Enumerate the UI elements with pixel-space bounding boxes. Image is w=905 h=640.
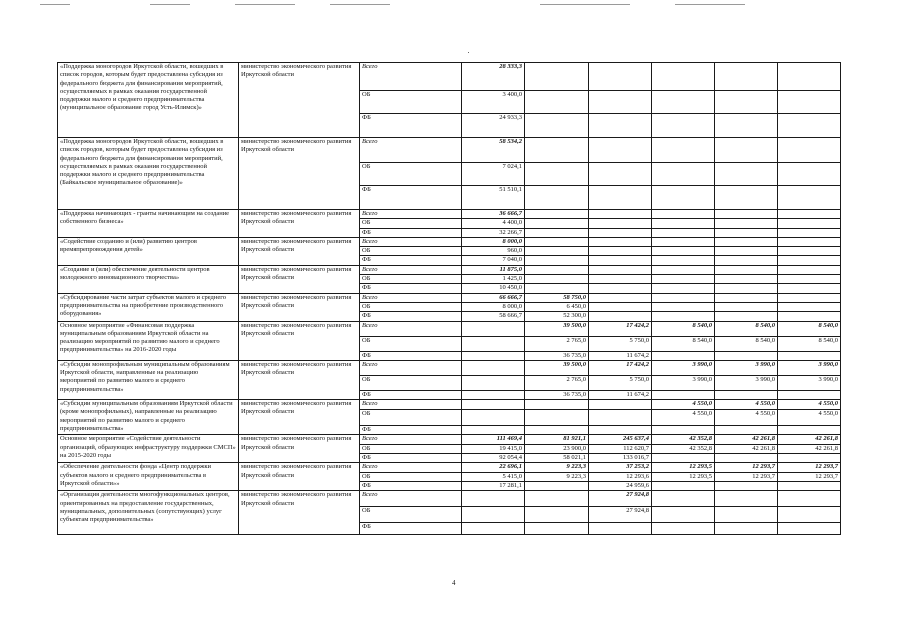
amount-cell bbox=[715, 454, 778, 463]
amount-cell: 9 223,3 bbox=[525, 472, 589, 481]
scan-speck bbox=[468, 52, 469, 53]
amount-cell bbox=[589, 91, 652, 114]
amount-cell: 27 924,8 bbox=[589, 507, 652, 523]
amount-cell: 245 637,4 bbox=[589, 435, 652, 444]
funding-source: Всего bbox=[360, 491, 462, 507]
amount-cell bbox=[652, 390, 715, 399]
amount-cell: 27 924,8 bbox=[589, 491, 652, 507]
amount-cell: 4 550,0 bbox=[652, 410, 715, 426]
amount-cell: 22 696,1 bbox=[462, 463, 525, 472]
amount-cell bbox=[715, 507, 778, 523]
amount-cell bbox=[652, 351, 715, 360]
amount-cell bbox=[462, 523, 525, 535]
amount-cell bbox=[778, 210, 841, 219]
amount-cell bbox=[462, 426, 525, 435]
amount-cell bbox=[715, 426, 778, 435]
amount-cell: 4 400,0 bbox=[462, 219, 525, 228]
table-row bbox=[58, 293, 841, 302]
amount-cell bbox=[778, 63, 841, 91]
amount-cell: 12 293,7 bbox=[715, 472, 778, 481]
funding-source: ФБ bbox=[360, 186, 462, 210]
amount-cell bbox=[525, 138, 589, 163]
amount-cell: 3 400,0 bbox=[462, 91, 525, 114]
amount-cell bbox=[652, 210, 715, 219]
amount-cell: 42 261,8 bbox=[715, 435, 778, 444]
amount-cell: 12 293,5 bbox=[652, 463, 715, 472]
amount-cell: 3 990,0 bbox=[652, 360, 715, 375]
amount-cell bbox=[778, 265, 841, 274]
amount-cell bbox=[715, 390, 778, 399]
amount-cell bbox=[652, 138, 715, 163]
amount-cell bbox=[525, 228, 589, 237]
amount-cell bbox=[652, 114, 715, 138]
amount-cell bbox=[652, 312, 715, 321]
amount-cell: 17 281,1 bbox=[462, 481, 525, 490]
table-row bbox=[58, 435, 841, 444]
amount-cell: 11 674,2 bbox=[589, 351, 652, 360]
funding-source: ФБ bbox=[360, 312, 462, 321]
amount-cell bbox=[715, 256, 778, 265]
amount-cell bbox=[525, 491, 589, 507]
amount-cell bbox=[589, 228, 652, 237]
measure-name: «Субсидии муниципальным образованиям Иркутской области (кроме монопрофильных), направленные на реализацию мероприятий по развитию малого и среднего предпринимательства» bbox=[58, 400, 239, 435]
amount-cell: 2 765,0 bbox=[525, 375, 589, 390]
amount-cell bbox=[778, 256, 841, 265]
amount-cell: 5 750,0 bbox=[589, 375, 652, 390]
amount-cell bbox=[652, 426, 715, 435]
amount-cell bbox=[778, 454, 841, 463]
funding-source: ОБ bbox=[360, 410, 462, 426]
amount-cell bbox=[589, 186, 652, 210]
amount-cell: 37 253,2 bbox=[589, 463, 652, 472]
funding-source: ОБ bbox=[360, 444, 462, 453]
amount-cell bbox=[715, 302, 778, 311]
amount-cell bbox=[652, 275, 715, 284]
amount-cell: 4 550,0 bbox=[715, 410, 778, 426]
page-number: 4 bbox=[452, 579, 456, 587]
amount-cell: 133 016,7 bbox=[589, 454, 652, 463]
amount-cell bbox=[778, 523, 841, 535]
responsible-org: министерство экономического развития Иркутской области bbox=[239, 463, 360, 491]
amount-cell bbox=[589, 400, 652, 410]
amount-cell bbox=[715, 228, 778, 237]
amount-cell bbox=[525, 186, 589, 210]
funding-source: ФБ bbox=[360, 256, 462, 265]
amount-cell: 3 990,0 bbox=[715, 360, 778, 375]
amount-cell bbox=[525, 210, 589, 219]
amount-cell bbox=[778, 426, 841, 435]
measure-name: «Поддержка моногородов Иркутской области, вошедших в список городов, которым будет предоставлена субсидия из федерального бюджета для финансирования мероприятий, осуществляемых в рамках оказания государственной поддержки малого и среднего предпринимательства (Байкальское муниципальное образование)» bbox=[58, 138, 239, 210]
amount-cell bbox=[462, 351, 525, 360]
amount-cell bbox=[589, 523, 652, 535]
amount-cell bbox=[715, 163, 778, 186]
amount-cell bbox=[778, 114, 841, 138]
amount-cell bbox=[778, 293, 841, 302]
measure-name: Основное мероприятие «Содействие деятельности организаций, образующих инфраструктуру поддержки СМСП» на 2015-2020 годы bbox=[58, 435, 239, 463]
responsible-org: министерство экономического развития Иркутской области bbox=[239, 491, 360, 535]
amount-cell bbox=[525, 507, 589, 523]
measure-name: «Создание и (или) обеспечение деятельности центров молодежного инновационного творчества» bbox=[58, 265, 239, 293]
amount-cell bbox=[462, 375, 525, 390]
amount-cell bbox=[715, 63, 778, 91]
amount-cell bbox=[778, 302, 841, 311]
amount-cell: 36 666,7 bbox=[462, 210, 525, 219]
amount-cell: 36 735,0 bbox=[525, 351, 589, 360]
amount-cell bbox=[715, 284, 778, 293]
amount-cell bbox=[652, 481, 715, 490]
table-row bbox=[58, 360, 841, 375]
amount-cell: 52 300,0 bbox=[525, 312, 589, 321]
measure-name: «Поддержка начинающих - гранты начинающим на создание собственного бизнеса» bbox=[58, 210, 239, 238]
responsible-org: министерство экономического развития Иркутской области bbox=[239, 63, 360, 138]
amount-cell bbox=[778, 186, 841, 210]
amount-cell: 12 293,5 bbox=[652, 472, 715, 481]
amount-cell bbox=[715, 219, 778, 228]
table-row bbox=[58, 400, 841, 410]
amount-cell: 17 424,2 bbox=[589, 360, 652, 375]
amount-cell: 8 540,0 bbox=[778, 336, 841, 351]
amount-cell: 24 959,6 bbox=[589, 481, 652, 490]
amount-cell: 9 223,3 bbox=[525, 463, 589, 472]
amount-cell: 11 674,2 bbox=[589, 390, 652, 399]
funding-source: ФБ bbox=[360, 454, 462, 463]
amount-cell: 23 900,0 bbox=[525, 444, 589, 453]
funding-source: Всего bbox=[360, 237, 462, 246]
amount-cell bbox=[778, 247, 841, 256]
amount-cell: 58 021,1 bbox=[525, 454, 589, 463]
amount-cell bbox=[589, 63, 652, 91]
amount-cell: 42 261,8 bbox=[778, 444, 841, 453]
amount-cell bbox=[778, 275, 841, 284]
amount-cell bbox=[525, 265, 589, 274]
amount-cell: 58 534,2 bbox=[462, 138, 525, 163]
responsible-org: министерство экономического развития Иркутской области bbox=[239, 138, 360, 210]
amount-cell: 92 054,4 bbox=[462, 454, 525, 463]
amount-cell bbox=[715, 247, 778, 256]
responsible-org: министерство экономического развития Иркутской области bbox=[239, 435, 360, 463]
amount-cell bbox=[589, 219, 652, 228]
funding-source: ОБ bbox=[360, 375, 462, 390]
amount-cell bbox=[589, 275, 652, 284]
amount-cell: 6 450,0 bbox=[525, 302, 589, 311]
amount-cell: 11 875,0 bbox=[462, 265, 525, 274]
amount-cell: 28 333,3 bbox=[462, 63, 525, 91]
amount-cell bbox=[715, 275, 778, 284]
amount-cell: 8 540,0 bbox=[778, 321, 841, 336]
measure-name: «Организация деятельности многофункциональных центров, ориентированных на предоставление государственных, муниципальных, дополнительных (сопутствующих) услуг субъектам предпринимательства» bbox=[58, 491, 239, 535]
amount-cell: 42 261,8 bbox=[778, 435, 841, 444]
funding-source: ОБ bbox=[360, 336, 462, 351]
amount-cell bbox=[652, 284, 715, 293]
amount-cell bbox=[715, 237, 778, 246]
amount-cell: 8 000,0 bbox=[462, 237, 525, 246]
budget-table bbox=[57, 62, 841, 535]
amount-cell bbox=[589, 210, 652, 219]
amount-cell bbox=[525, 410, 589, 426]
amount-cell: 42 261,8 bbox=[715, 444, 778, 453]
amount-cell bbox=[778, 481, 841, 490]
amount-cell bbox=[462, 390, 525, 399]
amount-cell: 42 352,8 bbox=[652, 444, 715, 453]
amount-cell: 36 735,0 bbox=[525, 390, 589, 399]
budget-table-body bbox=[58, 63, 841, 535]
funding-source: ОБ bbox=[360, 275, 462, 284]
amount-cell: 8 540,0 bbox=[652, 321, 715, 336]
amount-cell bbox=[525, 91, 589, 114]
amount-cell bbox=[525, 163, 589, 186]
amount-cell bbox=[652, 186, 715, 210]
amount-cell: 7 024,1 bbox=[462, 163, 525, 186]
funding-source: ФБ bbox=[360, 114, 462, 138]
amount-cell bbox=[715, 186, 778, 210]
amount-cell: 51 510,1 bbox=[462, 186, 525, 210]
amount-cell bbox=[652, 507, 715, 523]
amount-cell bbox=[525, 481, 589, 490]
responsible-org: министерство экономического развития Иркутской области bbox=[239, 321, 360, 360]
amount-cell bbox=[715, 91, 778, 114]
amount-cell: 12 293,7 bbox=[778, 472, 841, 481]
amount-cell bbox=[778, 237, 841, 246]
funding-source: ФБ bbox=[360, 481, 462, 490]
amount-cell bbox=[778, 491, 841, 507]
measure-name: «Субсидирование части затрат субъектов малого и среднего предпринимательства на приобретение производственного оборудования» bbox=[58, 293, 239, 321]
amount-cell: 10 450,0 bbox=[462, 284, 525, 293]
amount-cell bbox=[589, 114, 652, 138]
amount-cell bbox=[525, 114, 589, 138]
measure-name: «Поддержка моногородов Иркутской области, вошедших в список городов, которым будет предоставлена субсидия из федерального бюджета для финансирования мероприятий, осуществляемых в рамках оказания государственной поддержки малого и среднего предпринимательства (муниципальное образование город Усть-Илимск)» bbox=[58, 63, 239, 138]
funding-source: Всего bbox=[360, 63, 462, 91]
amount-cell: 58 666,7 bbox=[462, 312, 525, 321]
amount-cell bbox=[652, 247, 715, 256]
amount-cell bbox=[525, 256, 589, 265]
funding-source: ФБ bbox=[360, 426, 462, 435]
table-row bbox=[58, 210, 841, 219]
amount-cell bbox=[462, 507, 525, 523]
measure-name: Основное мероприятие «Финансовая поддержка муниципальным образованиям Иркутской области на реализацию мероприятий по развитию малого и среднего предпринимательства» на 2016-2020 годы bbox=[58, 321, 239, 360]
amount-cell bbox=[589, 312, 652, 321]
amount-cell bbox=[589, 237, 652, 246]
measure-name: «Содействие созданию и (или) развитию центров времяпрепровождения детей» bbox=[58, 237, 239, 265]
amount-cell bbox=[525, 284, 589, 293]
funding-source: ОБ bbox=[360, 163, 462, 186]
amount-cell: 12 293,7 bbox=[778, 463, 841, 472]
table-row bbox=[58, 63, 841, 91]
amount-cell bbox=[778, 390, 841, 399]
amount-cell bbox=[589, 247, 652, 256]
funding-source: ФБ bbox=[360, 284, 462, 293]
funding-source: Всего bbox=[360, 138, 462, 163]
amount-cell bbox=[462, 400, 525, 410]
amount-cell: 8 540,0 bbox=[652, 336, 715, 351]
amount-cell bbox=[715, 210, 778, 219]
scan-artifact bbox=[540, 4, 630, 5]
amount-cell: 8 540,0 bbox=[715, 321, 778, 336]
funding-source: Всего bbox=[360, 360, 462, 375]
amount-cell bbox=[589, 284, 652, 293]
amount-cell bbox=[652, 523, 715, 535]
amount-cell bbox=[525, 523, 589, 535]
responsible-org: министерство экономического развития Иркутской области bbox=[239, 400, 360, 435]
amount-cell bbox=[589, 410, 652, 426]
responsible-org: министерство экономического развития Иркутской области bbox=[239, 210, 360, 238]
amount-cell bbox=[778, 228, 841, 237]
table-row bbox=[58, 237, 841, 246]
funding-source: ОБ bbox=[360, 247, 462, 256]
amount-cell: 39 500,0 bbox=[525, 321, 589, 336]
table-row bbox=[58, 265, 841, 274]
amount-cell: 24 933,3 bbox=[462, 114, 525, 138]
table-row bbox=[58, 463, 841, 472]
amount-cell: 19 415,0 bbox=[462, 444, 525, 453]
amount-cell: 42 352,8 bbox=[652, 435, 715, 444]
amount-cell bbox=[652, 491, 715, 507]
amount-cell bbox=[462, 491, 525, 507]
amount-cell bbox=[652, 256, 715, 265]
funding-source: ФБ bbox=[360, 390, 462, 399]
amount-cell bbox=[525, 247, 589, 256]
amount-cell bbox=[525, 63, 589, 91]
funding-source: Всего bbox=[360, 293, 462, 302]
amount-cell: 111 469,4 bbox=[462, 435, 525, 444]
amount-cell bbox=[589, 163, 652, 186]
amount-cell: 39 500,0 bbox=[525, 360, 589, 375]
amount-cell bbox=[715, 138, 778, 163]
table-row bbox=[58, 321, 841, 336]
amount-cell bbox=[778, 351, 841, 360]
amount-cell: 12 293,7 bbox=[715, 463, 778, 472]
responsible-org: министерство экономического развития Иркутской области bbox=[239, 360, 360, 399]
amount-cell bbox=[778, 219, 841, 228]
amount-cell bbox=[715, 265, 778, 274]
table-row bbox=[58, 138, 841, 163]
amount-cell: 3 990,0 bbox=[778, 375, 841, 390]
amount-cell bbox=[778, 91, 841, 114]
amount-cell: 32 266,7 bbox=[462, 228, 525, 237]
amount-cell: 5 750,0 bbox=[589, 336, 652, 351]
amount-cell bbox=[525, 426, 589, 435]
amount-cell bbox=[778, 507, 841, 523]
funding-source: ФБ bbox=[360, 228, 462, 237]
funding-source: ОБ bbox=[360, 219, 462, 228]
amount-cell bbox=[652, 219, 715, 228]
responsible-org: министерство экономического развития Иркутской области bbox=[239, 293, 360, 321]
amount-cell bbox=[652, 454, 715, 463]
funding-source: ОБ bbox=[360, 91, 462, 114]
amount-cell bbox=[778, 163, 841, 186]
measure-name: «Обеспечение деятельности фонда «Центр поддержки субъектов малого и среднего предпринимательства в Иркутской области»» bbox=[58, 463, 239, 491]
amount-cell bbox=[652, 91, 715, 114]
amount-cell bbox=[525, 400, 589, 410]
amount-cell bbox=[589, 138, 652, 163]
amount-cell bbox=[462, 336, 525, 351]
amount-cell bbox=[715, 114, 778, 138]
measure-name: «Субсидии монопрофильным муниципальным образованиям Иркутской области, направленные на реализацию мероприятий по развитию малого и среднего предпринимательства» bbox=[58, 360, 239, 399]
amount-cell: 4 550,0 bbox=[778, 410, 841, 426]
amount-cell: 3 990,0 bbox=[652, 375, 715, 390]
amount-cell bbox=[589, 302, 652, 311]
scan-artifact bbox=[235, 4, 295, 5]
scan-artifact bbox=[150, 4, 190, 5]
funding-source: Всего bbox=[360, 400, 462, 410]
amount-cell bbox=[589, 265, 652, 274]
funding-source: ФБ bbox=[360, 351, 462, 360]
scan-artifact bbox=[330, 4, 390, 5]
responsible-org: министерство экономического развития Иркутской области bbox=[239, 237, 360, 265]
amount-cell bbox=[589, 256, 652, 265]
amount-cell: 3 990,0 bbox=[778, 360, 841, 375]
amount-cell bbox=[462, 410, 525, 426]
amount-cell bbox=[525, 275, 589, 284]
amount-cell: 66 666,7 bbox=[462, 293, 525, 302]
scan-artifact bbox=[40, 4, 70, 5]
amount-cell bbox=[652, 265, 715, 274]
amount-cell bbox=[778, 312, 841, 321]
amount-cell bbox=[652, 228, 715, 237]
funding-source: Всего bbox=[360, 321, 462, 336]
amount-cell bbox=[652, 163, 715, 186]
amount-cell bbox=[715, 523, 778, 535]
funding-source: ОБ bbox=[360, 302, 462, 311]
amount-cell: 17 424,2 bbox=[589, 321, 652, 336]
amount-cell bbox=[715, 293, 778, 302]
amount-cell bbox=[715, 481, 778, 490]
amount-cell: 4 550,0 bbox=[778, 400, 841, 410]
funding-source: ОБ bbox=[360, 507, 462, 523]
amount-cell bbox=[652, 237, 715, 246]
amount-cell: 7 040,0 bbox=[462, 256, 525, 265]
amount-cell: 5 415,0 bbox=[462, 472, 525, 481]
amount-cell: 2 765,0 bbox=[525, 336, 589, 351]
amount-cell: 58 750,0 bbox=[525, 293, 589, 302]
amount-cell: 960,0 bbox=[462, 247, 525, 256]
amount-cell: 81 921,1 bbox=[525, 435, 589, 444]
funding-source: ОБ bbox=[360, 472, 462, 481]
amount-cell bbox=[778, 284, 841, 293]
amount-cell bbox=[652, 293, 715, 302]
amount-cell bbox=[715, 351, 778, 360]
amount-cell: 8 540,0 bbox=[715, 336, 778, 351]
funding-source: Всего bbox=[360, 463, 462, 472]
funding-source: Всего bbox=[360, 210, 462, 219]
amount-cell: 1 425,0 bbox=[462, 275, 525, 284]
amount-cell: 112 620,7 bbox=[589, 444, 652, 453]
amount-cell bbox=[589, 426, 652, 435]
amount-cell bbox=[652, 302, 715, 311]
amount-cell bbox=[778, 138, 841, 163]
amount-cell: 8 000,0 bbox=[462, 302, 525, 311]
amount-cell: 12 293,6 bbox=[589, 472, 652, 481]
amount-cell: 4 550,0 bbox=[652, 400, 715, 410]
table-row bbox=[58, 491, 841, 507]
amount-cell bbox=[525, 219, 589, 228]
amount-cell bbox=[462, 321, 525, 336]
amount-cell bbox=[652, 63, 715, 91]
amount-cell bbox=[589, 293, 652, 302]
amount-cell bbox=[462, 360, 525, 375]
amount-cell bbox=[715, 312, 778, 321]
responsible-org: министерство экономического развития Иркутской области bbox=[239, 265, 360, 293]
amount-cell: 4 550,0 bbox=[715, 400, 778, 410]
amount-cell: 3 990,0 bbox=[715, 375, 778, 390]
funding-source: Всего bbox=[360, 265, 462, 274]
amount-cell bbox=[525, 237, 589, 246]
scan-artifact bbox=[675, 4, 745, 5]
funding-source: ФБ bbox=[360, 523, 462, 535]
funding-source: Всего bbox=[360, 435, 462, 444]
amount-cell bbox=[715, 491, 778, 507]
